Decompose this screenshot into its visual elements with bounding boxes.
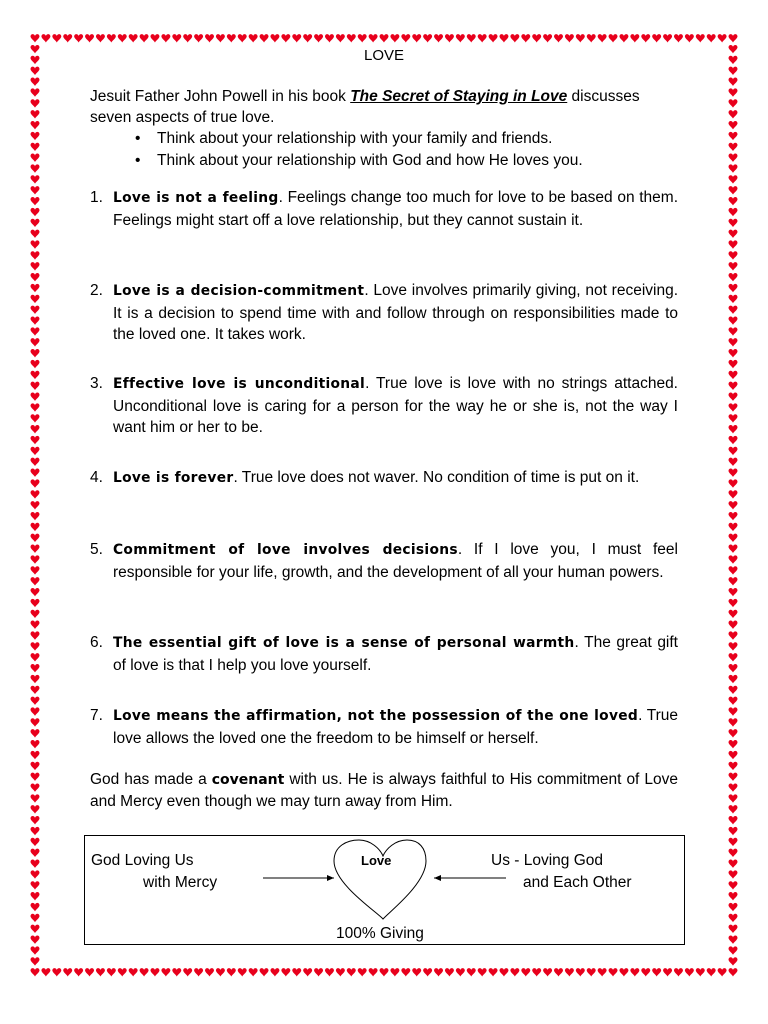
left-label-line1: God Loving Us [91,852,194,869]
intro-text-end: discusses seven aspects of true love. [90,88,640,126]
point-body: . True love allows the loved one the freedom to be himself or herself. [113,707,678,747]
point-3 [90,373,678,439]
book-title: The Secret of Staying in Love [350,88,568,105]
point-number: 5. [90,541,103,558]
point-body: . If I love you, I must feel responsible for your life, growth, and the development of all your human powers. [113,541,678,581]
bullet-item: • Think about your relationship with your family and friends. [135,128,583,150]
point-number: 3. [90,375,103,392]
point-4 [90,467,678,490]
point-7 [90,705,678,749]
point-heading: Love means the affirmation, not the possession of the one loved [113,708,639,724]
point-heading: The essential gift of love is a sense of personal warmth [113,635,575,651]
point-heading: Love is forever [113,470,234,486]
covenant-word: covenant [211,772,285,788]
point-heading: Love is a decision-commitment [113,283,365,299]
bullet-list [135,128,583,172]
point-heading: Love is not a feeling [113,190,279,206]
right-label-line1: Us - Loving God [491,852,603,869]
point-6 [90,632,678,676]
bullet-item: • Think about your relationship with God and how He loves you. [135,150,583,172]
intro-paragraph [90,86,678,128]
point-body: . Love involves primarily giving, not receiving. It is a decision to spend time with and follow through on responsibilities made to the loved one. It takes work. [113,282,679,343]
point-2 [90,280,678,346]
point-5 [90,539,678,583]
closing-paragraph [90,769,678,813]
left-label-line2: with Mercy [143,874,218,891]
right-label-line2: and Each Other [523,874,632,891]
point-body: . The great gift of love is that I help you love yourself. [113,634,678,674]
point-1 [90,187,678,231]
point-heading: Commitment of love involves decisions [113,542,458,558]
page-title: LOVE [363,47,405,64]
closing-text-start: God has made a [90,771,212,788]
point-heading: Effective love is unconditional [113,376,366,392]
point-body: . True love is love with no strings attached. Unconditional love is caring for a person for the way he or she is, not the way I want him or her to be. [113,375,678,436]
point-body: . Feelings change too much for love to be based on them. Feelings might start off a love relationship, but they cannot sustain it. [113,189,679,229]
heart-label: Love [361,853,392,868]
point-number: 2. [90,282,103,299]
intro-text-start: Jesuit Father John Powell in his book [90,88,351,105]
closing-text-end: with us. He is always faithful to His commitment of Love and Mercy even though we may turn away from Him. [90,771,678,810]
heart-shape [334,840,426,919]
point-body: . True love does not waver. No condition of time is put on it. [233,469,640,486]
love-diagram [84,835,685,945]
point-number: 6. [90,634,103,651]
point-number: 1. [90,189,103,206]
bottom-label: 100% Giving [336,925,424,942]
point-number: 4. [90,469,103,486]
point-number: 7. [90,707,103,724]
